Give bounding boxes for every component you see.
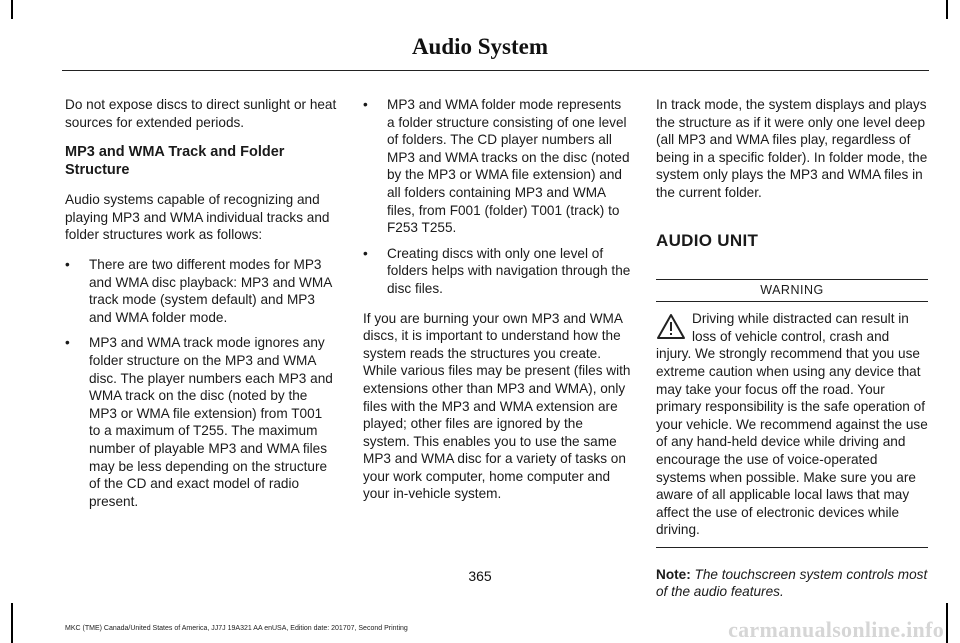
bullet-marker: • — [65, 335, 70, 351]
bullet-list-modes — [65, 256, 337, 510]
paragraph-track-mode: In track mode, the system displays and plays the structure as if it were only one level deep (all MP3 and WMA files play, regardless of being in a specific folder). In folder mode, the system only plays the MP3 and WMA files in the current folder. — [656, 97, 928, 200]
header-divider — [62, 70, 929, 71]
list-item — [65, 334, 337, 510]
warning-triangle-icon — [656, 312, 686, 340]
column-middle — [363, 96, 631, 515]
list-item-text: MP3 and WMA folder mode represents a folder structure consisting of one level of folders. The CD player numbers all MP3 and WMA tracks on the disc (noted by the MP3 or WMA file extension) and all folders containing MP3 and WMA files, from F001 (folder) T001 (track) to F253 T255. — [387, 97, 630, 236]
note-label: Note: — [656, 566, 691, 582]
watermark-logo: carmanualsonline.info — [728, 617, 944, 642]
list-item — [363, 245, 631, 298]
subheading-mp3-wma-structure: MP3 and WMA Track and Folder Structure — [65, 144, 285, 179]
crop-mark-top-left-vertical — [11, 0, 13, 19]
paragraph-burning-discs: If you are burning your own MP3 and WMA discs, it is important to understand how the system reads the structures you create. While various files may be present (files with extensions other than MP3 and WMA), only files with the MP3 and WMA extension are played; other files are ignored by the system. This enables you to use the same MP3 and WMA disc for a variety of tasks on your work computer, home computer and your in-vehicle system. — [363, 310, 631, 502]
section-heading-audio-unit: AUDIO UNIT — [656, 230, 759, 250]
paragraph-discs-sunlight: Do not expose discs to direct sunlight or heat sources for extended periods. — [65, 97, 337, 130]
list-item — [65, 256, 337, 326]
list-item — [363, 96, 631, 237]
page-title: Audio System — [411, 34, 549, 59]
column-right — [656, 96, 928, 613]
crop-mark-top-right-vertical — [946, 0, 948, 19]
warning-label: WARNING — [760, 282, 824, 297]
page-number: 365 — [468, 568, 492, 584]
footer-edition-info: MKC (TME) Canada/United States of America, JJ7J 19A321 AA enUSA, Edition date: 201707, Second Printing — [65, 625, 408, 632]
note-text: The touchscreen system controls most of the audio features. — [656, 566, 928, 600]
bullet-marker: • — [65, 256, 70, 272]
bullet-list-folder-mode — [363, 96, 631, 298]
list-item-text: Creating discs with only one level of folders helps with navigation through the disc files. — [387, 245, 631, 296]
warning-body — [656, 310, 928, 539]
warning-text: Driving while distracted can result in loss of vehicle control, crash and injury. We strongly recommend that you use extreme caution when using any device that may take your focus off the road. Your primary responsibility is the safe operation of your vehicle. We recommend against the use of any hand-held device while driving and encourage the use of voice-operated systems when possible. Make sure you are aware of all applicable local laws that may affect the use of electronic devices while driving. — [656, 311, 928, 538]
list-item-text: There are two different modes for MP3 and WMA disc playback: MP3 and WMA track mode (system default) and MP3 and WMA folder mode. — [89, 256, 332, 325]
warning-divider — [656, 547, 928, 548]
list-item-text: MP3 and WMA track mode ignores any folder structure on the MP3 and WMA disc. The player numbers each MP3 and WMA track on the disc (noted by the MP3 or WMA file extension) from T001 to a maximum of T255. The maximum number of playable MP3 and WMA files may be less depending on the structure of the CD and exact model of radio present. — [89, 335, 333, 509]
crop-mark-bottom-left-vertical — [11, 603, 13, 643]
warning-banner — [656, 279, 928, 302]
column-left — [65, 96, 337, 522]
crop-mark-bottom-right-vertical — [946, 603, 948, 643]
paragraph-audio-systems: Audio systems capable of recognizing and playing MP3 and WMA individual tracks and folder structures work as follows: — [65, 192, 330, 243]
bullet-marker: • — [363, 97, 368, 112]
bullet-marker: • — [363, 245, 368, 261]
